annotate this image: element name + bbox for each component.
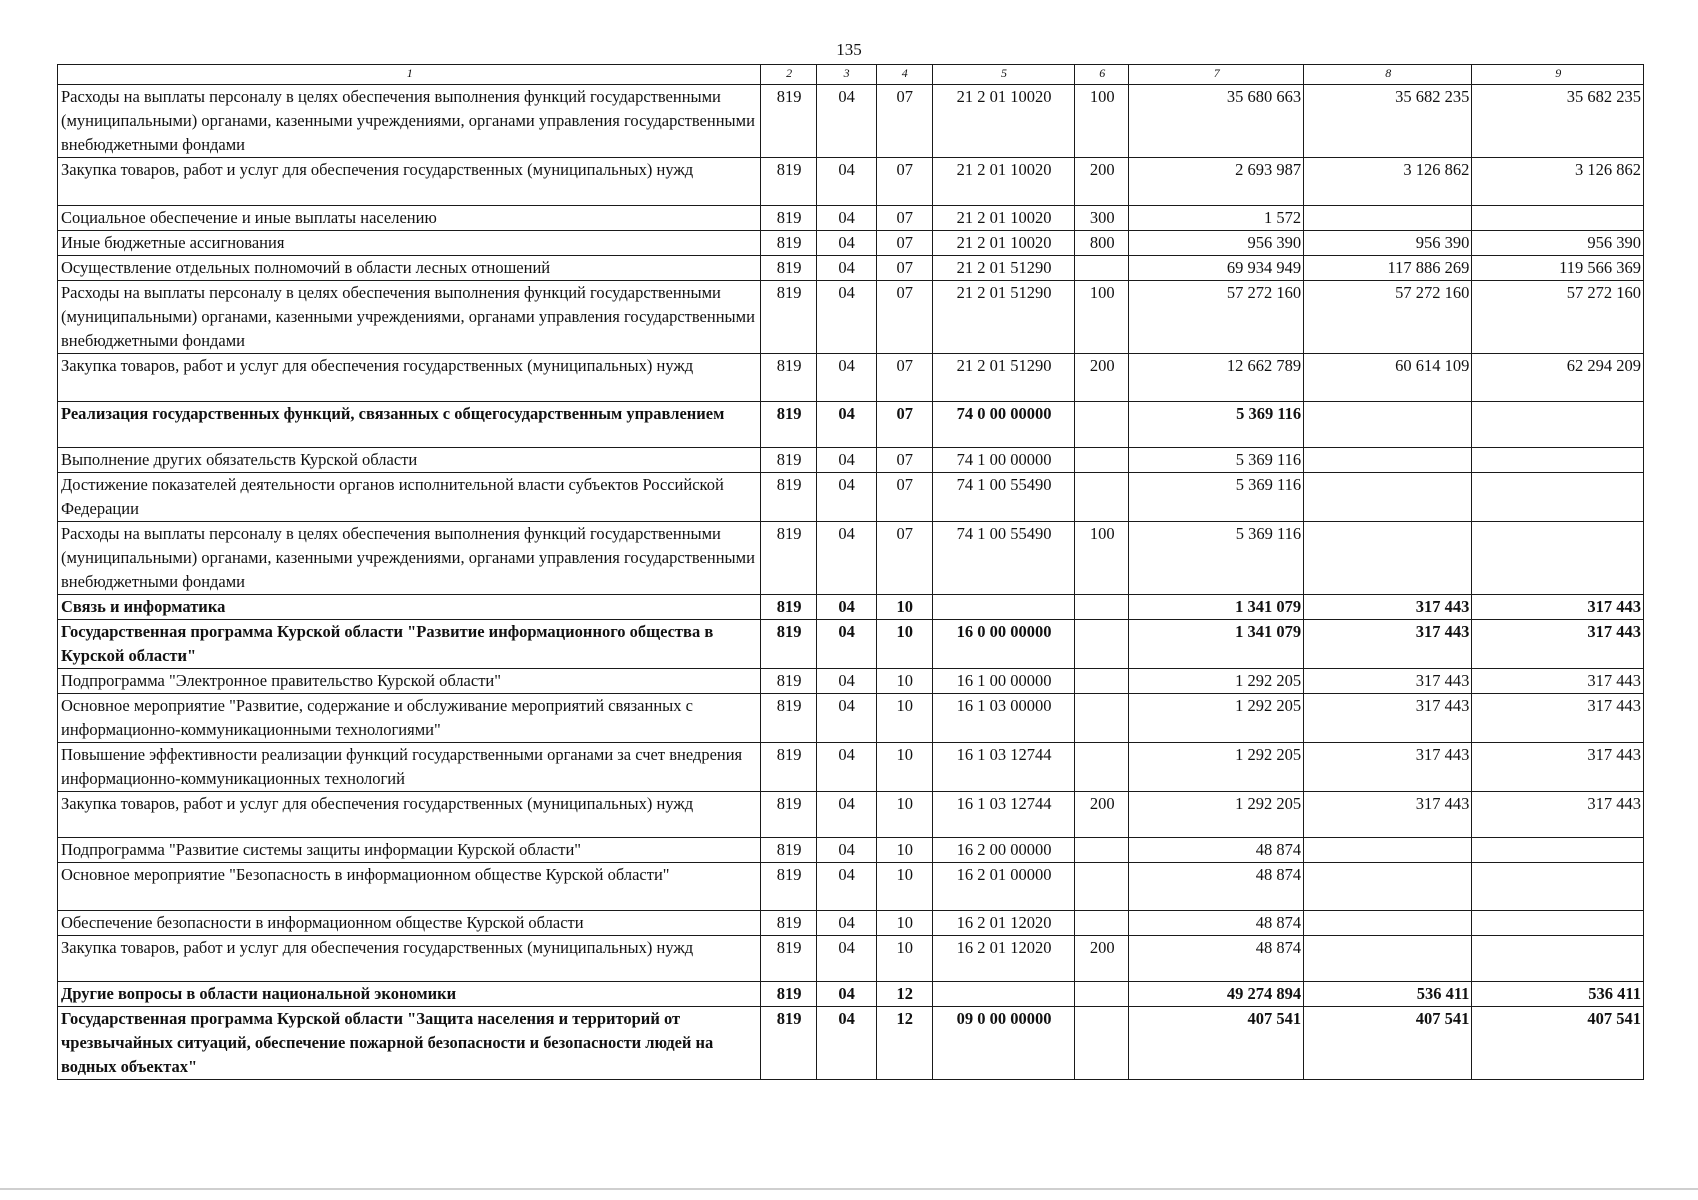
row-expense-type — [1075, 1007, 1129, 1080]
column-number: 7 — [1129, 65, 1304, 85]
row-name: Подпрограмма "Развитие системы защиты информации Курской области" — [58, 838, 761, 863]
table-row — [58, 206, 1644, 231]
budget-table — [57, 64, 1644, 1080]
row-amount-1: 5 369 116 — [1129, 402, 1304, 448]
row-subsection: 07 — [876, 448, 932, 473]
table-row — [58, 911, 1644, 936]
row-amount-3 — [1472, 206, 1644, 231]
row-grbs: 819 — [761, 838, 816, 863]
row-amount-2: 317 443 — [1304, 595, 1472, 620]
row-grbs: 819 — [761, 256, 816, 281]
row-section: 04 — [816, 743, 876, 792]
column-number: 1 — [58, 65, 761, 85]
row-target-article: 16 2 01 00000 — [932, 863, 1074, 911]
row-expense-type: 200 — [1075, 158, 1129, 206]
row-amount-3: 317 443 — [1472, 743, 1644, 792]
row-grbs: 819 — [761, 936, 816, 982]
row-amount-2: 956 390 — [1304, 231, 1472, 256]
row-subsection: 10 — [876, 792, 932, 838]
row-section: 04 — [816, 402, 876, 448]
row-target-article: 21 2 01 51290 — [932, 354, 1074, 402]
row-section: 04 — [816, 936, 876, 982]
table-row — [58, 158, 1644, 206]
table-row — [58, 256, 1644, 281]
row-name: Закупка товаров, работ и услуг для обеспечения государственных (муниципальных) нужд — [58, 158, 761, 206]
row-name: Расходы на выплаты персоналу в целях обеспечения выполнения функций государственными (муниципальными) органами, казенными учреждениями, органами управления государственными внебюджетными фондами — [58, 281, 761, 354]
row-amount-3: 57 272 160 — [1472, 281, 1644, 354]
row-amount-3: 35 682 235 — [1472, 85, 1644, 158]
column-number: 2 — [761, 65, 816, 85]
table-row — [58, 354, 1644, 402]
row-expense-type — [1075, 911, 1129, 936]
row-expense-type — [1075, 838, 1129, 863]
row-expense-type: 200 — [1075, 792, 1129, 838]
table-row — [58, 595, 1644, 620]
row-target-article: 21 2 01 51290 — [932, 256, 1074, 281]
row-grbs: 819 — [761, 281, 816, 354]
row-name: Обеспечение безопасности в информационном обществе Курской области — [58, 911, 761, 936]
row-grbs: 819 — [761, 982, 816, 1007]
row-name: Основное мероприятие "Развитие, содержание и обслуживание мероприятий связанных с информационно-коммуникационными технологиями" — [58, 694, 761, 743]
row-grbs: 819 — [761, 402, 816, 448]
row-amount-2: 117 886 269 — [1304, 256, 1472, 281]
row-amount-1: 57 272 160 — [1129, 281, 1304, 354]
row-amount-2 — [1304, 448, 1472, 473]
table-row — [58, 402, 1644, 448]
row-target-article: 16 0 00 00000 — [932, 620, 1074, 669]
row-amount-1: 1 292 205 — [1129, 743, 1304, 792]
row-target-article: 21 2 01 10020 — [932, 85, 1074, 158]
row-name: Другие вопросы в области национальной экономики — [58, 982, 761, 1007]
row-amount-2: 57 272 160 — [1304, 281, 1472, 354]
row-subsection: 10 — [876, 620, 932, 669]
row-expense-type — [1075, 743, 1129, 792]
row-section: 04 — [816, 231, 876, 256]
row-amount-1: 5 369 116 — [1129, 522, 1304, 595]
row-amount-3 — [1472, 936, 1644, 982]
row-amount-2: 407 541 — [1304, 1007, 1472, 1080]
row-name: Реализация государственных функций, связанных с общегосударственным управлением — [58, 402, 761, 448]
row-subsection: 10 — [876, 838, 932, 863]
table-body — [58, 85, 1644, 1080]
row-section: 04 — [816, 863, 876, 911]
row-subsection: 12 — [876, 1007, 932, 1080]
row-amount-1: 48 874 — [1129, 863, 1304, 911]
row-name: Повышение эффективности реализации функций государственными органами за счет внедрения информационно-коммуникационных технологий — [58, 743, 761, 792]
row-target-article: 16 2 01 12020 — [932, 911, 1074, 936]
row-amount-1: 1 341 079 — [1129, 595, 1304, 620]
row-target-article: 09 0 00 00000 — [932, 1007, 1074, 1080]
row-amount-1: 407 541 — [1129, 1007, 1304, 1080]
row-name: Расходы на выплаты персоналу в целях обеспечения выполнения функций государственными (муниципальными) органами, казенными учреждениями, органами управления государственными внебюджетными фондами — [58, 85, 761, 158]
row-target-article: 16 1 00 00000 — [932, 669, 1074, 694]
row-amount-2 — [1304, 473, 1472, 522]
row-section: 04 — [816, 158, 876, 206]
row-section: 04 — [816, 1007, 876, 1080]
row-subsection: 07 — [876, 85, 932, 158]
row-amount-2 — [1304, 206, 1472, 231]
row-amount-1: 1 572 — [1129, 206, 1304, 231]
row-subsection: 10 — [876, 911, 932, 936]
row-section: 04 — [816, 669, 876, 694]
row-grbs: 819 — [761, 231, 816, 256]
column-number: 8 — [1304, 65, 1472, 85]
row-amount-1: 956 390 — [1129, 231, 1304, 256]
row-target-article: 74 1 00 00000 — [932, 448, 1074, 473]
row-amount-1: 48 874 — [1129, 838, 1304, 863]
row-name: Закупка товаров, работ и услуг для обеспечения государственных (муниципальных) нужд — [58, 354, 761, 402]
row-subsection: 10 — [876, 936, 932, 982]
row-target-article: 21 2 01 10020 — [932, 158, 1074, 206]
column-number: 3 — [816, 65, 876, 85]
row-section: 04 — [816, 838, 876, 863]
row-subsection: 07 — [876, 522, 932, 595]
row-amount-3 — [1472, 838, 1644, 863]
row-amount-2: 317 443 — [1304, 620, 1472, 669]
row-amount-3: 62 294 209 — [1472, 354, 1644, 402]
row-subsection: 10 — [876, 743, 932, 792]
row-expense-type: 800 — [1075, 231, 1129, 256]
row-grbs: 819 — [761, 863, 816, 911]
row-amount-3 — [1472, 448, 1644, 473]
row-section: 04 — [816, 694, 876, 743]
row-target-article — [932, 595, 1074, 620]
row-name: Достижение показателей деятельности органов исполнительной власти субъектов Российской Федерации — [58, 473, 761, 522]
row-section: 04 — [816, 206, 876, 231]
row-name: Государственная программа Курской области "Защита населения и территорий от чрезвычайных ситуаций, обеспечение пожарной безопасности и безопасности людей на водных объектах" — [58, 1007, 761, 1080]
row-name: Иные бюджетные ассигнования — [58, 231, 761, 256]
row-amount-2: 317 443 — [1304, 669, 1472, 694]
row-grbs: 819 — [761, 1007, 816, 1080]
row-target-article: 74 1 00 55490 — [932, 522, 1074, 595]
row-subsection: 10 — [876, 863, 932, 911]
row-grbs: 819 — [761, 595, 816, 620]
row-grbs: 819 — [761, 448, 816, 473]
row-grbs: 819 — [761, 522, 816, 595]
row-target-article — [932, 982, 1074, 1007]
row-amount-2 — [1304, 936, 1472, 982]
row-subsection: 07 — [876, 231, 932, 256]
row-subsection: 07 — [876, 281, 932, 354]
row-name: Выполнение других обязательств Курской области — [58, 448, 761, 473]
row-name: Закупка товаров, работ и услуг для обеспечения государственных (муниципальных) нужд — [58, 936, 761, 982]
row-expense-type — [1075, 863, 1129, 911]
row-target-article: 21 2 01 51290 — [932, 281, 1074, 354]
row-amount-3: 407 541 — [1472, 1007, 1644, 1080]
row-amount-1: 35 680 663 — [1129, 85, 1304, 158]
row-target-article: 16 2 01 12020 — [932, 936, 1074, 982]
row-amount-1: 1 292 205 — [1129, 669, 1304, 694]
row-grbs: 819 — [761, 743, 816, 792]
row-amount-2 — [1304, 838, 1472, 863]
row-section: 04 — [816, 911, 876, 936]
row-name: Связь и информатика — [58, 595, 761, 620]
row-expense-type: 300 — [1075, 206, 1129, 231]
row-expense-type — [1075, 448, 1129, 473]
row-section: 04 — [816, 354, 876, 402]
row-amount-3: 317 443 — [1472, 694, 1644, 743]
row-amount-1: 1 341 079 — [1129, 620, 1304, 669]
table-row — [58, 982, 1644, 1007]
row-section: 04 — [816, 792, 876, 838]
scan-edge — [0, 1188, 1698, 1190]
row-amount-1: 69 934 949 — [1129, 256, 1304, 281]
row-amount-1: 5 369 116 — [1129, 448, 1304, 473]
row-grbs: 819 — [761, 354, 816, 402]
table-row — [58, 1007, 1644, 1080]
row-subsection: 07 — [876, 473, 932, 522]
page-number: 135 — [836, 40, 862, 59]
row-target-article: 16 1 03 12744 — [932, 792, 1074, 838]
row-amount-3: 3 126 862 — [1472, 158, 1644, 206]
row-expense-type: 200 — [1075, 354, 1129, 402]
row-expense-type — [1075, 595, 1129, 620]
row-amount-3 — [1472, 473, 1644, 522]
column-number: 6 — [1075, 65, 1129, 85]
column-number: 5 — [932, 65, 1074, 85]
row-amount-1: 5 369 116 — [1129, 473, 1304, 522]
row-expense-type: 100 — [1075, 85, 1129, 158]
row-amount-2: 3 126 862 — [1304, 158, 1472, 206]
row-amount-1: 49 274 894 — [1129, 982, 1304, 1007]
row-expense-type — [1075, 256, 1129, 281]
row-section: 04 — [816, 473, 876, 522]
row-target-article: 16 1 03 12744 — [932, 743, 1074, 792]
row-name: Государственная программа Курской области "Развитие информационного общества в Курской области" — [58, 620, 761, 669]
row-section: 04 — [816, 522, 876, 595]
row-grbs: 819 — [761, 694, 816, 743]
row-name: Основное мероприятие "Безопасность в информационном обществе Курской области" — [58, 863, 761, 911]
row-target-article: 21 2 01 10020 — [932, 231, 1074, 256]
row-amount-3: 317 443 — [1472, 669, 1644, 694]
table-row — [58, 231, 1644, 256]
row-grbs: 819 — [761, 473, 816, 522]
row-subsection: 07 — [876, 402, 932, 448]
row-expense-type: 200 — [1075, 936, 1129, 982]
row-expense-type — [1075, 402, 1129, 448]
row-grbs: 819 — [761, 206, 816, 231]
row-target-article: 16 2 00 00000 — [932, 838, 1074, 863]
row-amount-1: 12 662 789 — [1129, 354, 1304, 402]
row-subsection: 10 — [876, 595, 932, 620]
row-target-article: 21 2 01 10020 — [932, 206, 1074, 231]
table-row — [58, 448, 1644, 473]
row-grbs: 819 — [761, 620, 816, 669]
row-amount-3: 317 443 — [1472, 620, 1644, 669]
row-amount-2: 317 443 — [1304, 694, 1472, 743]
table-row — [58, 85, 1644, 158]
row-amount-3 — [1472, 402, 1644, 448]
row-grbs: 819 — [761, 911, 816, 936]
row-amount-1: 48 874 — [1129, 936, 1304, 982]
row-name: Осуществление отдельных полномочий в области лесных отношений — [58, 256, 761, 281]
row-subsection: 10 — [876, 694, 932, 743]
column-number: 9 — [1472, 65, 1644, 85]
row-grbs: 819 — [761, 158, 816, 206]
table-row — [58, 792, 1644, 838]
row-section: 04 — [816, 281, 876, 354]
row-amount-2: 317 443 — [1304, 792, 1472, 838]
row-subsection: 07 — [876, 206, 932, 231]
row-amount-2: 35 682 235 — [1304, 85, 1472, 158]
row-section: 04 — [816, 448, 876, 473]
table-row — [58, 281, 1644, 354]
table-row — [58, 863, 1644, 911]
table-row — [58, 743, 1644, 792]
row-amount-3 — [1472, 522, 1644, 595]
table-row — [58, 620, 1644, 669]
row-amount-1: 1 292 205 — [1129, 792, 1304, 838]
table-header — [58, 65, 1644, 85]
row-amount-1: 2 693 987 — [1129, 158, 1304, 206]
row-subsection: 07 — [876, 354, 932, 402]
row-amount-1: 1 292 205 — [1129, 694, 1304, 743]
row-amount-2 — [1304, 911, 1472, 936]
row-amount-1: 48 874 — [1129, 911, 1304, 936]
column-number: 4 — [876, 65, 932, 85]
row-grbs: 819 — [761, 669, 816, 694]
row-amount-2: 317 443 — [1304, 743, 1472, 792]
row-expense-type — [1075, 620, 1129, 669]
row-amount-3: 317 443 — [1472, 792, 1644, 838]
row-amount-2 — [1304, 402, 1472, 448]
row-name: Закупка товаров, работ и услуг для обеспечения государственных (муниципальных) нужд — [58, 792, 761, 838]
row-section: 04 — [816, 982, 876, 1007]
table-row — [58, 694, 1644, 743]
row-grbs: 819 — [761, 792, 816, 838]
row-expense-type: 100 — [1075, 522, 1129, 595]
table-row — [58, 522, 1644, 595]
row-grbs: 819 — [761, 85, 816, 158]
row-section: 04 — [816, 256, 876, 281]
row-target-article: 74 1 00 55490 — [932, 473, 1074, 522]
row-amount-2: 536 411 — [1304, 982, 1472, 1007]
row-target-article: 16 1 03 00000 — [932, 694, 1074, 743]
row-name: Подпрограмма "Электронное правительство Курской области" — [58, 669, 761, 694]
row-section: 04 — [816, 620, 876, 669]
row-expense-type — [1075, 669, 1129, 694]
row-subsection: 10 — [876, 669, 932, 694]
row-amount-2 — [1304, 863, 1472, 911]
row-name: Расходы на выплаты персоналу в целях обеспечения выполнения функций государственными (муниципальными) органами, казенными учреждениями, органами управления государственными внебюджетными фондами — [58, 522, 761, 595]
row-expense-type — [1075, 694, 1129, 743]
row-amount-3: 956 390 — [1472, 231, 1644, 256]
row-amount-2 — [1304, 522, 1472, 595]
table-row — [58, 838, 1644, 863]
row-section: 04 — [816, 85, 876, 158]
row-amount-3: 119 566 369 — [1472, 256, 1644, 281]
row-subsection: 07 — [876, 158, 932, 206]
row-target-article: 74 0 00 00000 — [932, 402, 1074, 448]
row-expense-type — [1075, 982, 1129, 1007]
row-amount-3 — [1472, 863, 1644, 911]
column-number-row — [58, 65, 1644, 85]
row-name: Социальное обеспечение и иные выплаты населению — [58, 206, 761, 231]
table-row — [58, 669, 1644, 694]
row-section: 04 — [816, 595, 876, 620]
row-subsection: 12 — [876, 982, 932, 1007]
row-amount-3: 317 443 — [1472, 595, 1644, 620]
row-amount-2: 60 614 109 — [1304, 354, 1472, 402]
table-row — [58, 473, 1644, 522]
row-expense-type — [1075, 473, 1129, 522]
row-amount-3 — [1472, 911, 1644, 936]
row-expense-type: 100 — [1075, 281, 1129, 354]
row-subsection: 07 — [876, 256, 932, 281]
row-amount-3: 536 411 — [1472, 982, 1644, 1007]
table-row — [58, 936, 1644, 982]
